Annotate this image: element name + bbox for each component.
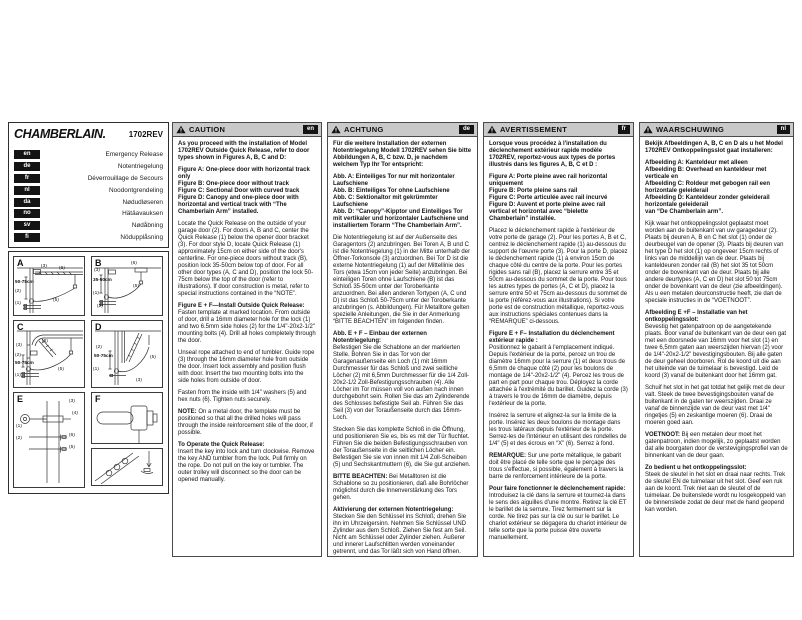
language-label: Nødudløseren xyxy=(122,198,163,206)
figure-captions xyxy=(333,174,472,230)
caution-column-en xyxy=(172,122,322,557)
figure-caption: Figure D: Auvent et porte pleine avec rail vertical et horizontal avec “bielette Chamberlain” installée. xyxy=(489,202,606,222)
note-paragraph xyxy=(178,409,316,437)
body-paragraph: Locate the Quick Release on the outside of your garage door (2). For doors A, B and C, center the Quick Release (1) below the opener door bracket (3). For door style D, locate Quick Release (1) approximately 15cm on either side of the door's centerline. For one-piece doors without track (B), position lock 35-50cm below top of door. For all other door types (A, C and D), position the lock 50-75cm below the top of the door (refer to illustrations). If door construction is metal, refer to special instructions contained in the “NOTE”. xyxy=(178,221,314,297)
callout-label: (6) xyxy=(59,266,65,271)
callout-label: (5) xyxy=(150,355,156,360)
callout-label: (2) xyxy=(97,304,103,309)
language-label: Nödupplåsning xyxy=(120,233,163,241)
section-heading: Figure E + F—Install Outside Quick Release: xyxy=(178,303,305,309)
note-paragraph xyxy=(333,474,472,502)
caution-column-nl xyxy=(639,122,794,557)
language-row xyxy=(14,208,163,220)
figure-caption: Figure C: Porte articulée avec rail incurvé xyxy=(489,195,608,201)
rail-detail-panel xyxy=(91,448,163,486)
language-code-badge: en xyxy=(14,150,40,159)
dimension-label: 50-75cm xyxy=(15,361,34,366)
model-number: 1702REV xyxy=(128,129,163,139)
figure-caption: Figure A: One-piece door with horizontal track only xyxy=(178,167,310,180)
language-code-badge: no xyxy=(14,209,40,218)
language-code-badge: fr xyxy=(14,174,40,183)
callout-label: (1) xyxy=(93,291,99,296)
language-label: Hätäavauksen xyxy=(122,210,163,218)
body-paragraph: Placez le déclenchement rapide à l'extérieur de votre porte de garage (2). Pour les portes A, B et C, centrez le déclenchement rapide (1) au-dessous du support de l'œuvre porte (3). Pour la porte D, placez le déclenchement rapide (1) à environ 15cm de chaque côté du centre de la porte. Pour les portes rigides sans rail (B), placez la serrure entre 35 et 50cm au-dessous du sommet de la porte. Pour tous les autres types de portes (A, C et D), placez la serrure entre 50 et 75cm au-dessous du sommet de la porte (référez-vous aux illustrations). Si votre porte est de construction métallique, reportez-vous aux instructions spéciales contenues dans la “REMARQUE” ci-dessous. xyxy=(489,228,628,325)
figure-panel-e xyxy=(13,392,85,488)
body-paragraph: Fasten template at marked location. From outside of door, drill a 16mm diameter hole for the lock (1) and two 6.5mm side holes (2) for the 1/4"-20x2-1/2" mounting bolts (4). Drill all holes completely through the door. xyxy=(178,310,316,344)
callout-label: (3) xyxy=(94,268,100,273)
column-header xyxy=(173,123,321,137)
section-heading: To Operate the Quick Release: xyxy=(178,442,265,448)
callout-label: (5) xyxy=(133,284,139,289)
warning-icon xyxy=(331,125,341,134)
column-header xyxy=(484,123,633,137)
note-label: REMARQUE: xyxy=(489,453,526,459)
note-paragraph xyxy=(645,432,788,460)
callout-label: (5) xyxy=(58,367,64,372)
door-diagram xyxy=(15,327,85,387)
note-label: BITTE BEACHTEN: xyxy=(333,474,388,480)
language-code-badge: sv xyxy=(14,221,40,230)
note-text: On a metal door, the template must be positioned so that all the drilled holes will pass through the inside reinforcement stile of the door, if possible. xyxy=(178,409,313,436)
column-body xyxy=(173,137,321,484)
figure-caption: Figure D: Canopy and one-piece door with horizontal and vertical track with “The Chamberlain Arm” installed. xyxy=(178,195,299,215)
note-text: Bei Metalltoren ist die Schablone so zu positionieren, daß alle Bohrlöcher möglichst durch die Innenverstärkung des Tors gehen. xyxy=(333,474,469,501)
callout-label: (2) xyxy=(15,353,21,358)
language-code-badge: de xyxy=(14,162,40,171)
panel-letter: F xyxy=(95,394,101,404)
figure-captions xyxy=(489,174,628,223)
body-paragraph: Stecken Sie das komplette Schloß in die Öffnung, und positionieren Sie es, bis es mit der Tür fluchtet. Führen Sie die beiden Befestigungsschrauben von der Toraußenseite in die seitlichen Löcher ein. Befestigen Sie sie von innen mit 1/4 Zoll-Scheiben (5) und Sechskantmuttern (6), die Sie gut anziehen. xyxy=(333,427,471,468)
body-paragraph: Fasten from the inside with 1/4" washers (5) and hex nuts (6). Tighten nuts securely. xyxy=(178,390,307,403)
callout-label: (5) xyxy=(53,298,59,303)
body-paragraph: Stecken Sie den Schlüssel ins Schloß; drehen Sie ihn im Uhrzeigersinn. Nehmen Sie Schlüssel UND Zylinder aus dem Schloß. Ziehen Sie fest am Seil. Nicht am Schlüssel oder Zylinder ziehen. Äußerer und innerer Laufschlitten werden voneinander getrennt, und das Tor läßt sich von Hand öffnen. xyxy=(333,514,467,555)
brand-logo: CHAMBERLAIN. xyxy=(14,127,106,141)
language-row xyxy=(14,196,163,208)
intro-text: As you proceed with the installation of Model 1702REV Outside Quick Release, refer to door types shown in Figures A, B, C and D: xyxy=(178,141,310,161)
body-paragraph: Steek de sleutel in het slot en draai naar rechts. Trek de sleutel EN de tuimelaar uit het slot. Geef een ruk aan de koord. Trek niet aan de sleutel of de tuimelaar. De buitenslede wordt nu losgekoppeld van de binnenslede zodat de deur met de hand geopend kan worden. xyxy=(645,472,786,513)
language-label: Noodontgrendeling xyxy=(108,186,163,194)
figure-caption: Afbeelding A: Kanteldeur met alleen xyxy=(645,160,748,166)
section-heading: Afbeelding E +F – Installatie van het ontkoppelingsslot: xyxy=(645,310,748,323)
rail-diagram xyxy=(93,451,163,485)
callout-label: (1) xyxy=(16,424,22,429)
column-header xyxy=(640,123,793,137)
callout-label: (2) xyxy=(16,436,22,441)
panel-letter: D xyxy=(95,322,102,332)
body-paragraph: Befestigen Sie die Schablone an der markierten Stelle. Bohren Sie in das Tor von der Garagenaußenseite ein Loch (1) mit 16mm Durchmesser für das Schloß und zwei seitliche Löcher (2) mit 6,5mm Durchmesser für die 1/4 Zoll-20x2-1/2 Zoll-Befestigungsschrauben (4). Alle Löcher im Tor müssen voll von außen nach innen durchgebohrt sein. Rollen Sie das am Zylinderende des Schlosses befestigte Seil ab. Führen Sie das Seil (3) von der Toraußenseite durch das 16mm-Loch. xyxy=(333,345,470,421)
figure-caption: Afbeelding B: Overhead en kanteldeur met verticale en xyxy=(645,167,767,180)
callout-label: (1) xyxy=(15,301,21,306)
figure-panel-a xyxy=(13,256,85,316)
section-heading: Zo bedient u het ontkoppelingsslot: xyxy=(645,465,747,471)
language-label: Notentriegelung xyxy=(117,163,163,171)
note-text: Sur une porte métallique, le gabarit doit être placé de telle sorte que le perçage des trous s'effectue, si possible, également à travers la barre de renforcement intérieure de la porte. xyxy=(489,453,624,480)
language-row xyxy=(14,173,163,185)
callout-label: (1) xyxy=(15,373,21,378)
door-diagram xyxy=(93,263,163,315)
callout-label: (6) xyxy=(69,433,75,438)
panel-letter: A xyxy=(17,258,24,268)
language-badge: de xyxy=(459,125,474,134)
door-diagram xyxy=(15,263,85,315)
column-body xyxy=(640,137,793,514)
figure-caption: Abb. B: Einteiliges Tor ohne Laufschiene xyxy=(333,188,450,194)
caution-column-de xyxy=(327,122,478,557)
callout-label: (3) xyxy=(16,343,22,348)
language-badge: nl xyxy=(777,125,790,134)
column-title: WAARSCHUWING xyxy=(656,125,725,134)
language-code-badge: da xyxy=(14,198,40,207)
figure-panels xyxy=(8,251,169,494)
handle-diagram xyxy=(93,400,163,444)
figure-caption: Afbeelding C: Roldeur met gebogen rail een horizontale geleiderail xyxy=(645,181,771,194)
figure-caption: Abb. D: “Canopy”-Kipptor und Einteiliges Tor mit vertikaler und horizontaler Laufschiene und installiertem Torarm “The Chamberlain Arm”. xyxy=(333,209,469,229)
figure-panel-c xyxy=(13,320,85,388)
caution-column-fr xyxy=(483,122,634,557)
callout-label: (2) xyxy=(15,289,21,294)
body-paragraph: Unseal rope attached to end of tumbler. Guide rope (3) through the 16mm diameter hole from outside the door. Insert lock assembly and position flush with door. Insert the two mounting bolts into the side holes from outside of door. xyxy=(178,350,315,384)
figure-caption: Abb. A: Einteiliges Tor nur mit horizontaler Laufschiene xyxy=(333,174,455,187)
intro-text: Lorsque vous procédez à l'installation du déclenchement extérieur rapide modèle 1702REV, reportez-vous aux types de portes illustrés dans les figures A, B, C et D : xyxy=(489,141,616,168)
language-row xyxy=(14,149,163,161)
body-paragraph: Introduisez la clé dans la serrure et tournez-la dans le sens des aiguilles d'une montre. Retirez la clé ET le barillet de la serrure. Tirez fermement sur la corde. Ne tirez pas sur la clé ou sur le barillet. Le chariot extérieur se dégagera du chariot intérieur de telle sorte que la porte puisse être ouverte manuellement. xyxy=(489,493,627,541)
language-label: Déverrouillage de Secours xyxy=(87,174,163,182)
column-title: ACHTUNG xyxy=(344,125,384,134)
body-paragraph: Kijk waar het ontkoppelingsslot geplaatst moet worden aan de buitenkant van uw garagedeur (2). Plaats bij deuren A, B en C het slot (1) onder de deurbeugel van de opener (3). Plaats bij deuren van het type D het slot (1) op ongeveer 15cm rechts of links van de middellijn van de deur. Plaats bij kanteldeuren zonder rail (B) het slot 35 tot 50cm onder de bovenkant van de deur. Plaats bij alle andere deurtypes (A, C en D) het slot 50 tot 75cm onder de bovenkant van de deur (zie afbeeldingen). Als u een metalen deurconstructie heeft, zie dan de speciale instructies in de “VOETNOOT”. xyxy=(645,221,784,304)
figure-captions xyxy=(645,160,788,216)
callout-label: (3) xyxy=(41,264,47,269)
callout-label: (4) xyxy=(72,411,78,416)
column-body xyxy=(328,137,477,556)
column-body xyxy=(484,137,633,542)
language-label: Nødåbning xyxy=(131,222,163,230)
language-row xyxy=(14,184,163,196)
body-paragraph: Insérez la serrure et alignez-la sur la limite de la porte. Insérez les deux boulons de montage dans les trous latéraux depuis l'extérieur de la porte. Serrez-les de l'intérieur en utilisant des rondelles de 1/4" (5) et des écrous en “X” (6). Serrez à fond. xyxy=(489,413,627,447)
intro-text: Für die weitere Installation der externen Notentriegelung Modell 1702REV sehen Sie bitte Abbildungen A, B, C bzw. D, je nachdem welchem Typ Ihr Tor entspricht: xyxy=(333,141,472,168)
language-row xyxy=(14,232,163,244)
section-heading: Abb. E + F – Einbau der externen Notentriegelung: xyxy=(333,331,427,344)
figure-caption: Figure C: Sectional Door with curved track xyxy=(178,188,300,194)
figure-caption: Figure A: Porte pleine avec rail horizontal uniquement xyxy=(489,174,608,187)
panel-letter: C xyxy=(17,322,24,332)
panel-letter: E xyxy=(17,394,24,404)
warning-icon xyxy=(643,125,653,134)
intro-text: Bekijk Afbeeldingen A, B, C en D als u het Model 1702REV Ontkoppelingsslot gaat installeren: xyxy=(645,141,783,154)
figure-panel-d xyxy=(91,320,163,388)
language-label: Emergency Release xyxy=(105,151,163,159)
brand-header xyxy=(8,122,169,146)
body-paragraph: Schuif het slot in het gat totdat het gelijk met de deur valt. Steek de twee bevestigingsbouten vanaf de buitenkant in de gaten ter weerszijden. Draai ze vanaf de binnenzijde van de deur vast met 1/4" ringetjes (5) en zeskantige moeren (6). Draai de moeren goed aan. xyxy=(645,385,785,426)
figure-caption: Abb. C: Sektionaltor mit gekrümmter Laufschiene xyxy=(333,195,438,208)
callout-label: (3) xyxy=(136,378,142,383)
callout-label: (6) xyxy=(131,261,137,266)
figure-panel-f xyxy=(91,392,163,444)
body-paragraph: Positionnez le gabarit à l'emplacement indiqué. Depuis l'extérieur de la porte, percez un trou de diamètre 16mm pour la serrure (1) et deux trous de 6,5mm de chaque côté (2) pour les boulons de montage de 1/4"-20x2-1/2" (4). Percez les trous de part en part pour chaque trou. Déployez la corde attachée à l'extrémité du barillet. Guidez la corde (3) à travers le trou de 16mm de diamètre, depuis l'extérieur de la porte. xyxy=(489,345,628,407)
note-label: NOTE: xyxy=(178,409,197,415)
dimension-label: 50-75cm xyxy=(15,280,34,285)
column-title: CAUTION xyxy=(189,125,226,134)
callout-label: (5) xyxy=(69,445,75,450)
dimension-label: 50-75cm xyxy=(94,354,113,359)
callout-label: (6) xyxy=(42,339,48,344)
language-row xyxy=(14,220,163,232)
figure-caption: van “De Chamberlain arm”. xyxy=(645,209,724,215)
callout-label: (3) xyxy=(69,399,75,404)
figure-caption: Figure B: One-piece door without track xyxy=(178,181,290,187)
language-code-badge: fi xyxy=(14,233,40,242)
warning-icon xyxy=(176,125,186,134)
section-heading: Aktivierung der externen Notentriegelung: xyxy=(333,507,454,513)
dimension-label: 35-50cm xyxy=(93,278,112,283)
language-badge: fr xyxy=(618,125,630,134)
column-title: AVERTISSEMENT xyxy=(500,125,568,134)
body-paragraph: Insert the key into lock and turn clockwise. Remove the key AND tumbler from the lock. Pull firmly on the rope. Do not pull on the key or tumbler. The outer trolley will disconnect so the door can be opened manually. xyxy=(178,449,315,483)
language-badge: en xyxy=(303,125,318,134)
section-heading: Pour faire fonctionner le déclenchement rapide: xyxy=(489,486,626,492)
note-label: VOETNOOT: xyxy=(645,432,681,438)
callout-label: (1) xyxy=(93,367,99,372)
language-list xyxy=(8,145,169,248)
body-paragraph: Die Notentriegelung ist auf der Außenseite des Garagentors (2) anzubringen. Bei Toren A, B und C ist die Notentriegelung (1) in der Mitte unterhalb der Öffner-Torkonsole (3) anzuordnen. Bei Tor D ist die externe Notentriegelung (1) auf der Mittellinie des Tors (etwa 15cm von jeder Seite) anzubringen. Bei einteiligen Toren ohne Laufschiene (B) ist das Schloß 35-50cm unter der Toroberkante anzuordnen. Bei allen anderen Tortypen (A, C und D) ist das Schloß 50-75cm unter der Toroberkante anzubringen (s. Abbildungen). Für Metalltore gelten spezielle Anleitungen, die Sie in der Anmerkung “BITTE BEACHTEN” im folgenden finden. xyxy=(333,235,471,325)
language-row xyxy=(14,161,163,173)
warning-icon xyxy=(487,125,497,134)
body-paragraph: Bevestig het gatenpatroon op de aangetekende plaats. Boor vanaf de buitenkant van de deur een gat met een doorsnede van 16mm voor het slot (1) en twee 6,5mm gaten aan weerszijden hiervan (2) voor de 1/4"-20x2-1/2" bevestigingsbouten. Bij alle gaten de deur geheel doorboren. Rol de koord uit die aan het uiteinde van de tuimelaar is bevestigd. Leid de koord (3) vanaf de buitenkant door het 16mm gat. xyxy=(645,324,787,379)
figure-caption: Figure B: Porte pleine sans rail xyxy=(489,188,578,194)
language-code-badge: nl xyxy=(14,186,40,195)
panel-letter: B xyxy=(95,258,102,268)
figure-panel-b xyxy=(91,256,163,316)
figure-captions xyxy=(178,167,316,216)
note-text: Bij een metalen deur moet het gatenpatroon, indien mogelijk, zo geplaatst worden dat alle boorgaten door de verstevigingsprofiel van de binnenkant van de deur gaan. xyxy=(645,432,788,459)
callout-label: (2) xyxy=(96,345,102,350)
note-paragraph xyxy=(489,453,628,481)
section-heading: Figure E + F– Installation du déclenchement extérieur rapide : xyxy=(489,331,615,344)
figure-caption: Afbeelding D: Kanteldeur zonder geleiderail horizontale geleiderail xyxy=(645,195,770,208)
column-header xyxy=(328,123,477,137)
